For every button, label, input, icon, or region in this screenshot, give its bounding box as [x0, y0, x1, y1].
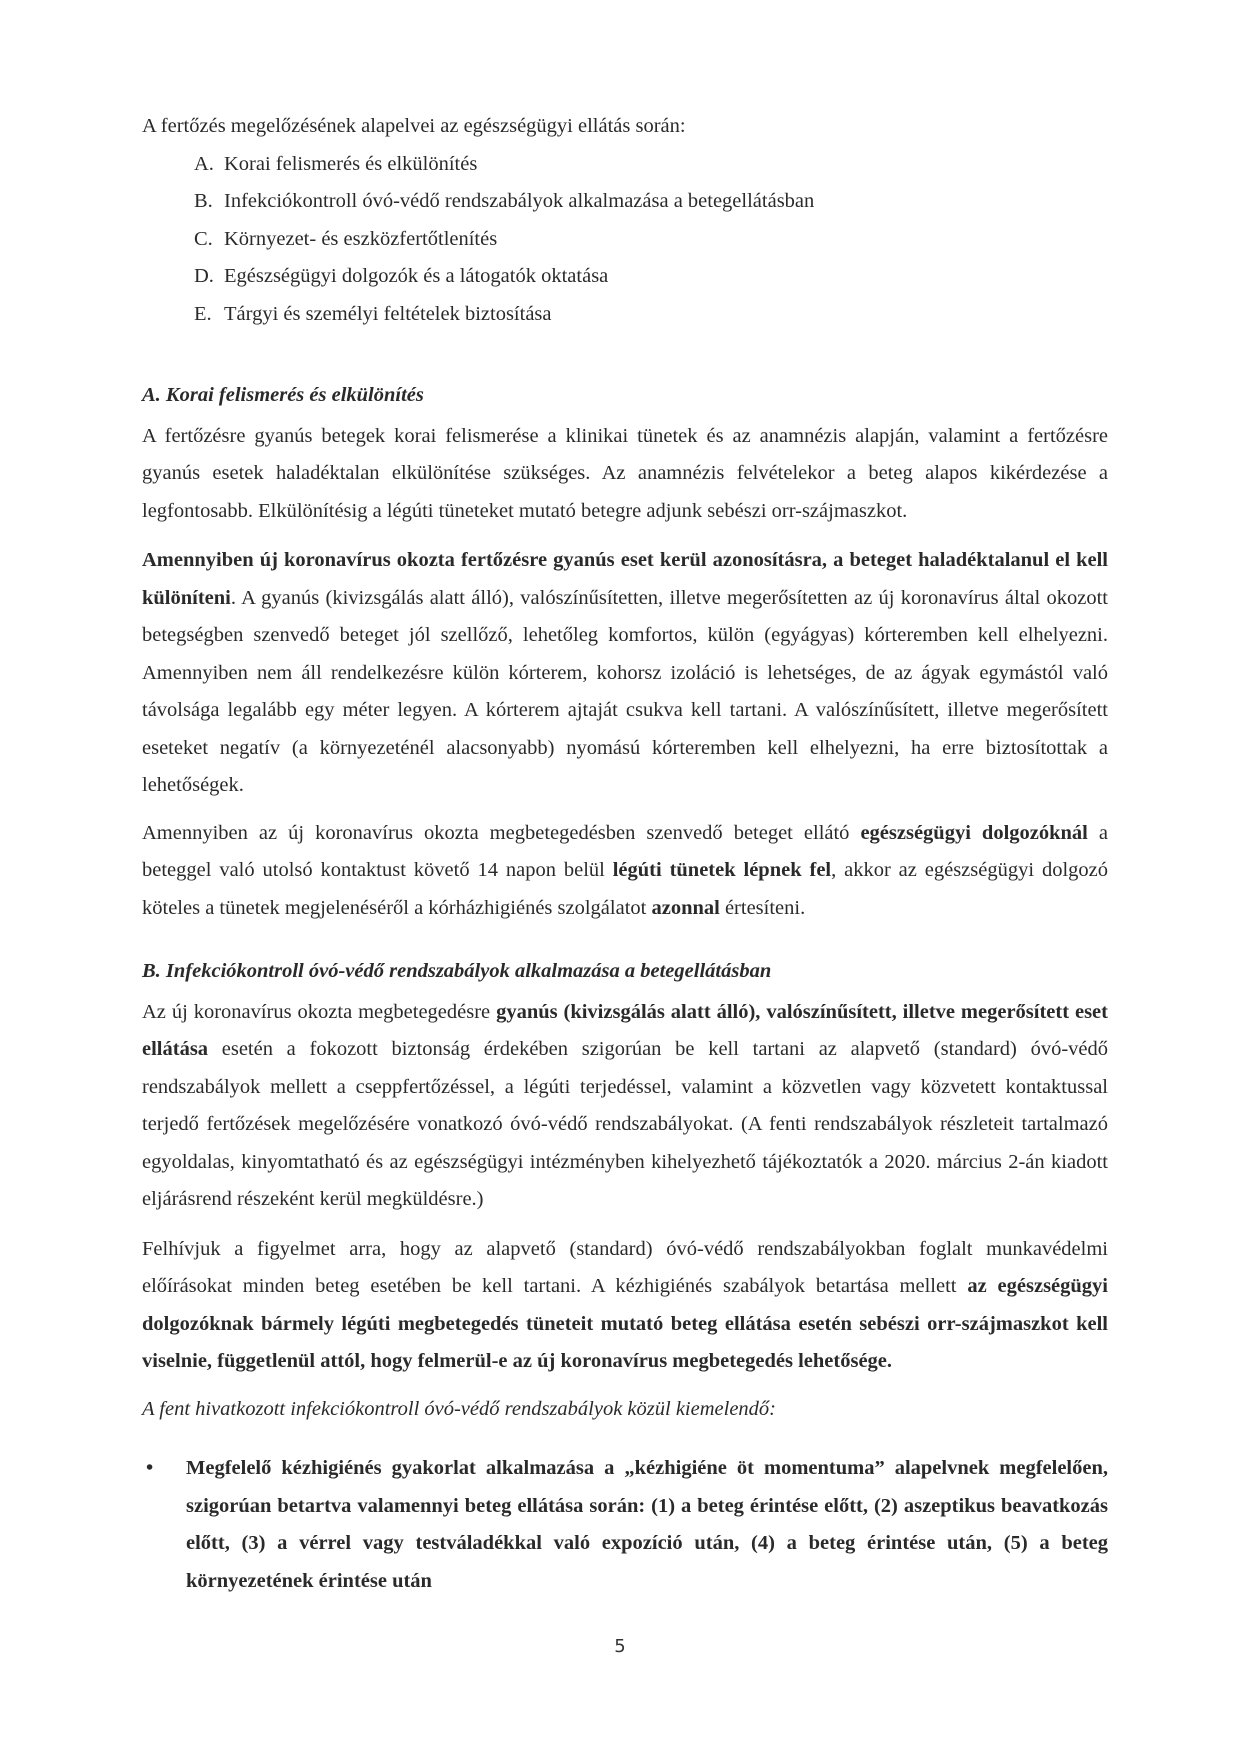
section-a-paragraph-1: A fertőzésre gyanús betegek korai felismerése a klinikai tünetek és az anamnézis alapján, valamint a fertőzésre gyanús esetek haladéktalan elkülönítése szükséges. Az anamnézis felvételekor a beteg alapos kikérdezése a legfontosabb. Elkülönítésig a légúti tüneteket mutató betegre adjunk sebészi orr-szájmaszkot.	[142, 424, 1108, 522]
bullet-text: Megfelelő kézhigiénés gyakorlat alkalmazása a „kézhigiéne öt momentuma” alapelvnek megfelelően, szigorúan betartva valamennyi beteg ellátása során: (1) a beteg érintése előtt, (2) aszeptikus beavatkozás előtt, (3) a vérrel vagy testváladékkal való expozíció után, (4) a beteg érintése után, (5) a beteg környezetének érintése után	[186, 1457, 1108, 1592]
principles-outline	[142, 146, 1108, 334]
paragraph-text: a beteggel való utolsó kontaktust követő 14 napon belül	[142, 821, 1108, 881]
outline-letter: D.	[194, 265, 214, 287]
paragraph-text: Felhívjuk a figyelmet arra, hogy az alapvető (standard) óvó-védő rendszabályokban foglalt munkavédelmi előírásokat minden beteg esetében be kell tartani. A kézhigiénés szabályok betartása mellett	[142, 1237, 1108, 1297]
outline-text: Infekciókontroll óvó-védő rendszabályok alkalmazása a betegellátásban	[224, 190, 815, 212]
emphasis-text: azonnal	[651, 896, 720, 919]
section-a-paragraph-2	[142, 542, 1108, 805]
paragraph-text: értesíteni.	[719, 896, 806, 919]
section-b-heading: B. Infekciókontroll óvó-védő rendszabályok alkalmazása a betegellátásban	[142, 960, 772, 982]
bullet-item	[146, 1450, 1108, 1600]
bullet-icon: •	[146, 1457, 154, 1479]
paragraph-text: , akkor az egészségügyi dolgozó köteles a tünetek megjelenéséről a kórházhigiénés szolgálatot	[142, 859, 1108, 919]
outline-letter: A.	[194, 152, 214, 175]
emphasis-text: gyanús (kivizsgálás alatt álló), valószínűsített, illetve megerősített eset ellátása	[142, 1000, 1108, 1060]
section-a-paragraph-3	[142, 815, 1108, 928]
outline-text: Környezet- és eszközfertőtlenítés	[224, 227, 498, 250]
emphasis-text: légúti tünetek lépnek fel	[612, 859, 832, 881]
outline-item	[194, 258, 1108, 296]
outline-item	[194, 183, 1108, 221]
isolation-emphasis: Amennyiben új koronavírus okozta fertőzésre gyanús eset kerül azonosításra, a beteget haladéktalanul el kell különíteni	[142, 549, 1108, 609]
outline-letter: E.	[194, 302, 212, 325]
section-b-lead: A fent hivatkozott infekciókontroll óvó-védő rendszabályok közül kiemelendő:	[142, 1397, 776, 1420]
outline-letter: B.	[194, 190, 213, 212]
section-b-paragraph-1	[142, 994, 1108, 1219]
outline-item	[194, 296, 1108, 334]
paragraph-text: Amennyiben az új koronavírus okozta megbetegedésben szenvedő beteget ellátó	[142, 821, 861, 844]
emphasis-text: egészségügyi dolgozóknál	[860, 821, 1088, 844]
intro-line: A fertőzés megelőzésének alapelvei az egészségügyi ellátás során:	[142, 115, 686, 137]
outline-text: Tárgyi és személyi feltételek biztosítása	[224, 302, 552, 325]
outline-letter: C.	[194, 227, 213, 250]
emphasis-text: az egészségügyi dolgozóknak bármely légúti megbetegedés tüneteit mutató beteg ellátása esetén sebészi orr-szájmaszkot kell viselnie, függetlenül attól, hogy felmerül-e az új koronavírus megbetegedés lehetősége.	[142, 1275, 1109, 1372]
page-number: 5	[614, 1636, 626, 1657]
section-a-heading: A. Korai felismerés és elkülönítés	[142, 384, 424, 406]
hygiene-bullet-list	[142, 1450, 1108, 1600]
outline-item	[194, 146, 1108, 184]
document-page	[142, 108, 1108, 1600]
outline-text: Korai felismerés és elkülönítés	[224, 152, 478, 175]
paragraph-text: esetén a fokozott biztonság érdekében szigorúan be kell tartani az alapvető (standard) óvó-védő rendszabályok mellett a cseppfertőzéssel, a légúti terjedéssel, valamint a közvetlen vagy közvetett kontaktussal terjedő fertőzések megelőzésére vonatkozó óvó-védő rendszabályokat. (A fenti rendszabályok részleteit tartalmazó egyoldalas, kinyomtatható és az egészségügyi intézményben kihelyezhető tájékoztatók a 2020. március 2-án kiadott eljárásrend részeként kerül megküldésre.)	[142, 1038, 1108, 1210]
outline-item	[194, 221, 1108, 259]
outline-text: Egészségügyi dolgozók és a látogatók oktatása	[224, 265, 609, 287]
paragraph-text: Az új koronavírus okozta megbetegedésre	[142, 1000, 497, 1023]
section-b-paragraph-2	[142, 1231, 1108, 1381]
paragraph-text: . A gyanús (kivizsgálás alatt álló), valószínűsítetten, illetve megerősítetten az új koronavírus által okozott betegségben szenvedő beteget jól szellőző, lehetőleg komfortos, külön (egyágyas) kórteremben kell elhelyezni. Amennyiben nem áll rendelkezésre külön kórterem, kohorsz izoláció is lehetséges, de az ágyak egymástól való távolsága legalább egy méter legyen. A kórterem ajtaját csukva kell tartani. A valószínűsített, illetve megerősített eseteket negatív (a környezeténél alacsonyabb) nyomású kórteremben kell elhelyezni, ha erre biztosítottak a lehetőségek.	[142, 586, 1108, 796]
